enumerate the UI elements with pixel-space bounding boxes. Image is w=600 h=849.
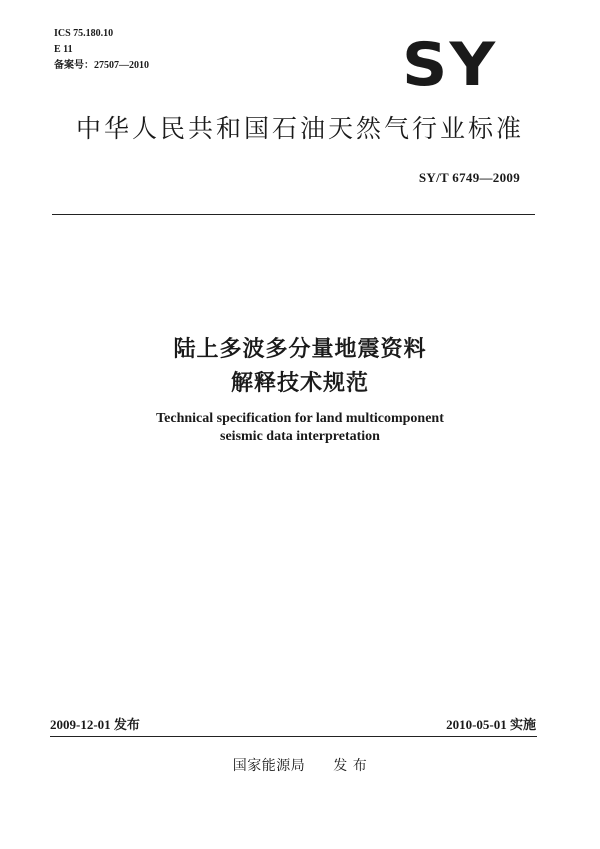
document-title-en-line2: seismic data interpretation (220, 429, 380, 444)
record-number: 备案号：27507—2010 (54, 60, 149, 71)
classification-code: E 11 (54, 44, 73, 55)
classification-block (54, 26, 149, 74)
publish-action: 发 布 (333, 758, 368, 774)
standard-code: SY/T 6749—2009 (418, 170, 520, 185)
standard-category-title: 中华人民共和国石油天然气行业标准 (75, 114, 524, 143)
bottom-divider (50, 736, 537, 737)
ics-code: ICS 75.180.10 (54, 28, 114, 39)
publisher-line (0, 755, 600, 775)
top-divider (52, 214, 535, 215)
issue-date: 2009-12-01 发布 (50, 717, 140, 732)
document-title-cn-line2: 解释技术规范 (230, 371, 369, 396)
implementation-date: 2010-05-01 实施 (446, 717, 536, 732)
sy-logo: SY (402, 30, 498, 100)
publisher-name: 国家能源局 (232, 758, 306, 774)
document-title-en-line1: Technical specification for land multicomponent (156, 411, 444, 426)
document-title-cn-line1: 陆上多波多分量地震资料 (173, 337, 427, 362)
